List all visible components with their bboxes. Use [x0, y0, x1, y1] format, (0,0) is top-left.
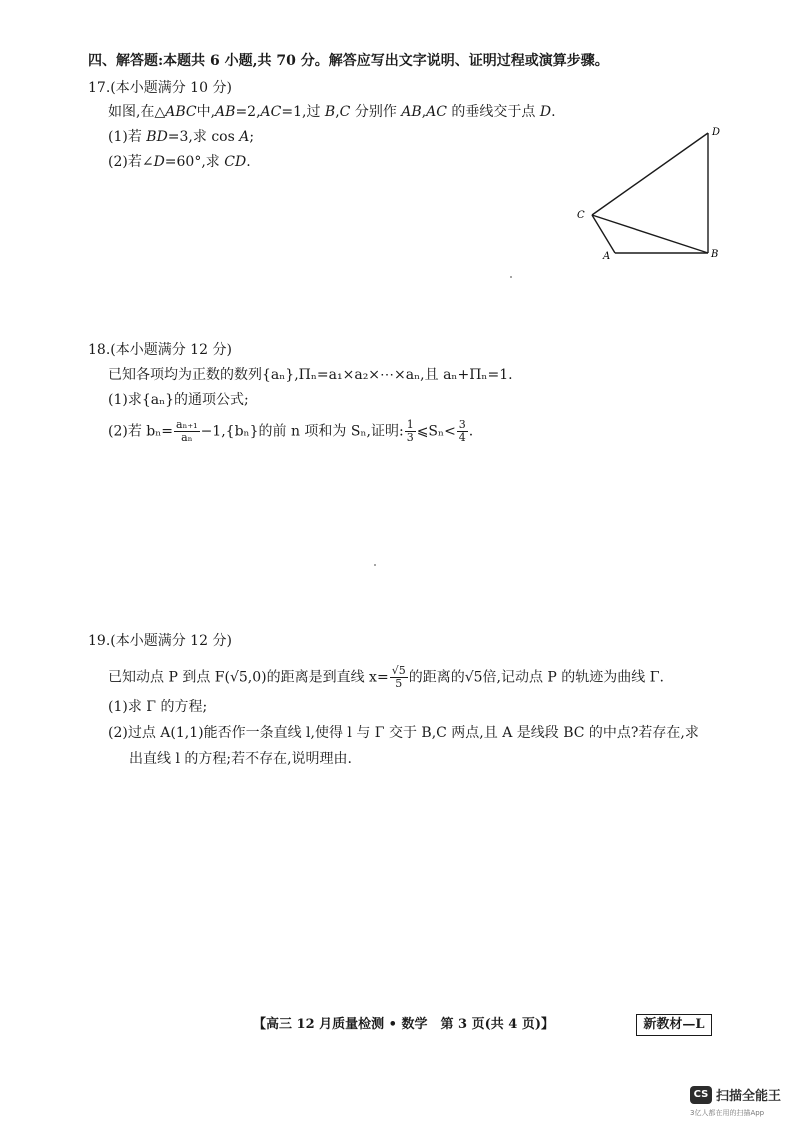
q17-stem: 如图,在△ABC中,AB=2,AC=1,过 B,C 分别作 AB,AC 的垂线交于点 D. [108, 104, 556, 120]
triangle-figure [570, 122, 730, 272]
fraction-one-third: $\frac{1}{3}$ [406, 418, 414, 444]
q18-number: 18.(本小题满分 12 分) [88, 342, 232, 358]
label-b: B [711, 249, 719, 260]
edge-cb [592, 215, 708, 253]
edge-cd [592, 133, 708, 215]
fraction-sqrt5-over-5: $\frac{√5}{5}$ [391, 664, 406, 690]
section-header: 四、解答题:本题共 6 小题,共 70 分。解答应写出文字说明、证明过程或演算步骤。 [88, 53, 609, 69]
q18-part1: (1)求{aₙ}的通项公式; [108, 392, 249, 408]
footer-tag: 新教材—L [636, 1014, 712, 1036]
q19-part2-line2: 出直线 l 的方程;若不存在,说明理由. [129, 751, 352, 767]
q19-part1: (1)求 Γ 的方程; [108, 699, 208, 715]
label-c: C [577, 210, 585, 221]
q19-stem: 已知动点 P 到点 F(√5,0)的距离是到直线 x= $\frac{√5}{5}$ 的距离的√5倍,记动点 P 的轨迹为曲线 Γ. [108, 664, 664, 690]
q18-part2: (2)若 bₙ= $\frac{\text{aₙ₊₁}}{\text{aₙ}}$ −1,{bₙ}的前 n 项和为 Sₙ,证明: $\frac{1}{3}$ ⩽Sₙ< $\frac{3}{4}$ . [108, 418, 474, 444]
label-a: A [603, 251, 611, 262]
footer-text: 【高三 12 月质量检测 • 数学 第 3 页(共 4 页)】 [253, 1017, 554, 1032]
camscanner-logo-icon: CS [690, 1086, 712, 1104]
watermark-sub: 3亿人都在用的扫描App [690, 1109, 765, 1117]
q17-number: 17.(本小题满分 10 分) [88, 80, 232, 96]
watermark-name: 扫描全能王 [716, 1089, 782, 1104]
q19-number: 19.(本小题满分 12 分) [88, 633, 232, 649]
fraction-b-n: $\frac{\text{aₙ₊₁}}{\text{aₙ}}$ [176, 418, 198, 444]
q17-part1: (1)若 BD=3,求 cos A; [108, 129, 255, 145]
scan-speck [510, 276, 512, 278]
label-d: D [712, 127, 721, 138]
scan-speck [374, 564, 376, 566]
q17-part2: (2)若∠D=60°,求 CD. [108, 154, 251, 170]
q18-stem: 已知各项均为正数的数列{aₙ},Πₙ=a₁×a₂×⋯×aₙ,且 aₙ+Πₙ=1. [108, 367, 513, 383]
q19-part2-line1: (2)过点 A(1,1)能否作一条直线 l,使得 l 与 Γ 交于 B,C 两点,且 A 是线段 BC 的中点?若存在,求 [108, 725, 699, 741]
fraction-three-quarters: $\frac{3}{4}$ [458, 418, 466, 444]
